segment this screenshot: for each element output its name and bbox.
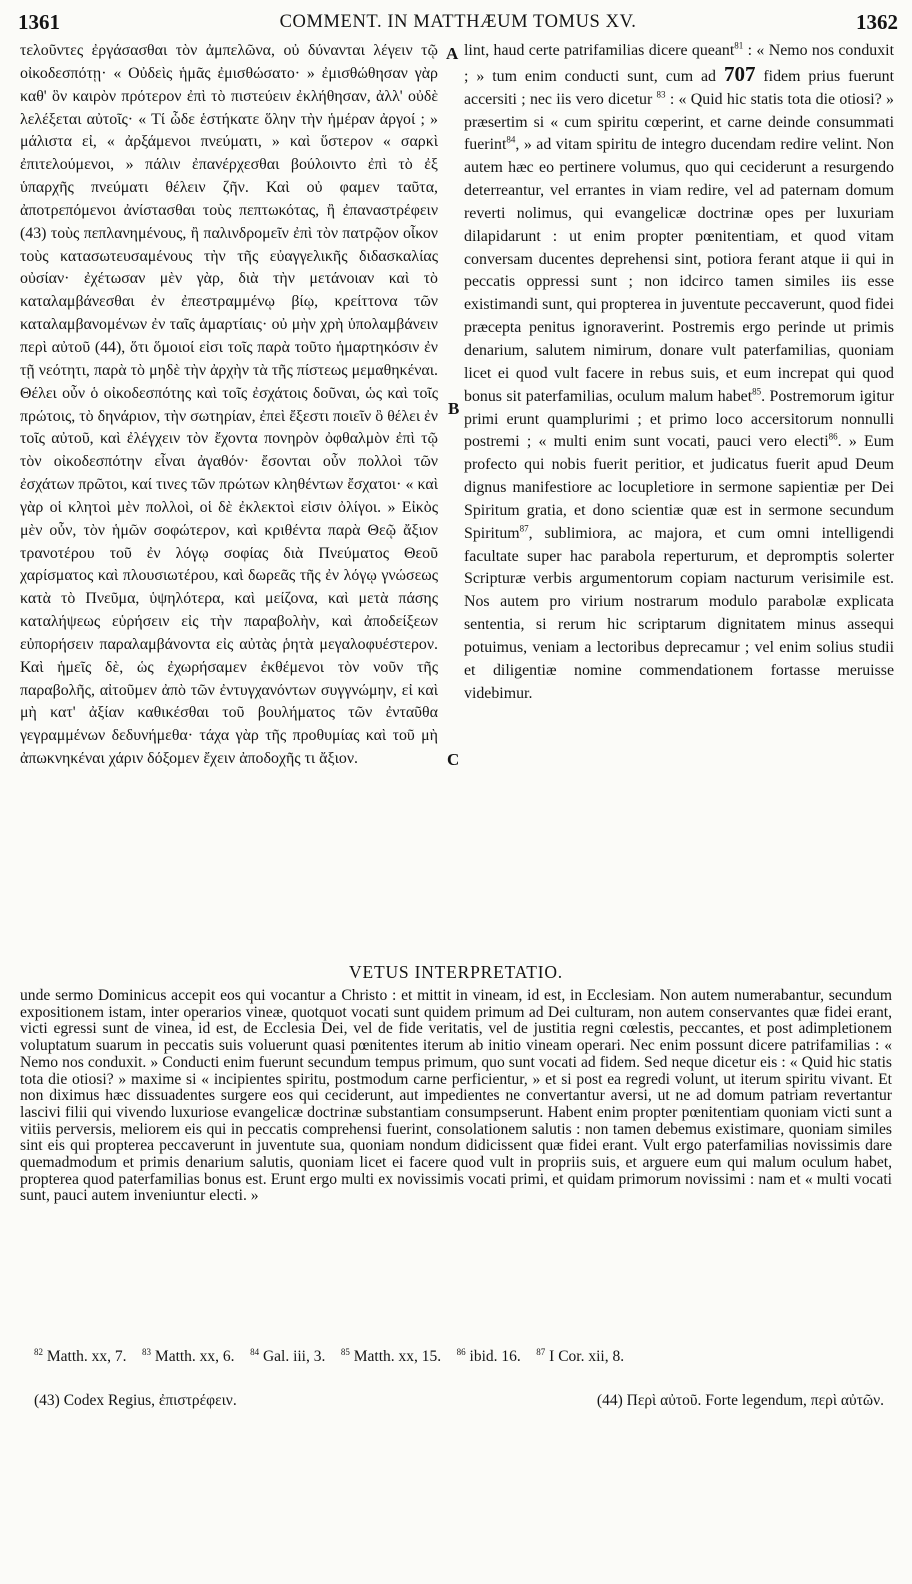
greek-column <box>20 40 438 940</box>
footnote-ref: 81 <box>734 40 744 51</box>
footnote-number: 87 <box>536 1346 546 1357</box>
column-number: 707 <box>723 61 756 86</box>
footnote-number: 82 <box>34 1346 43 1357</box>
latin-text-segment: , » ad vitam spiritu de integro ducendam redire velint. Non autem hæc eo pertinere volumus, quo qui ceciderunt a resurgendo deterreantur, vel errantes in viam redire, vel ad paternam domum reverti nolimus, qui evangelicæ doctrinæ opes per luxuriam dilapidarunt : ut enim propter pœnitentiam, et quod vitam conversam ducentes deprehensi sint, potiora ferant atque ii qui in peccatis oppressi sunt ; non idcirco tamen similes iis esse existimandi sunt, qui propterea in juventute peccaverunt, quod fidei præcepta penitus ignoraverint. Postremis ergo perinde ut primis denarium, salutem nimirum, donare vult paterfamilias, quoniam licet ei quod vult facere in rebus suis, et eum increpat qui quod bonus sit paterfamilias, oculum malum habet <box>464 136 894 405</box>
footnote-number: 84 <box>250 1346 260 1357</box>
footnote-ref: 87 <box>519 523 529 534</box>
footnote-number: 86 <box>456 1346 466 1357</box>
latin-text-segment: fidem prius fuerunt accersiti ; nec iis vero dicetur <box>464 67 894 108</box>
section-heading: VETUS INTERPRETATIO. <box>349 962 563 982</box>
footnote-ref-text: Gal. iii, 3. <box>262 1348 326 1365</box>
greek-text: τελοῦντες ἐργάσασθαι τὸν ἀμπελῶνα, οὐ δύνανται λέγειν τῷ οἰκοδεσπότῃ· « Οὐδεὶς ἡμᾶς ἐμισθώσατο· » ἐμισθώθησαν γὰρ καθ' ὃν καιρὸν πρότερον ἐπὶ τὸ πιστεύειν ἐκλήθησαν, ἀλλ' οὐδὲ λελέξεται αὐτοῖς· « Τί ὧδε ἑστήκατε ὅλην τὴν ἡμέραν ἀργοί ; » μάλιστα εἰ, « ἀρξάμενοι πνεύματι, » καὶ ὕστερον « σαρκὶ ἐπιτελούμενοι, » πάλιν ἐπανέρχεσθαι βούλοιντο ἐπὶ τὸ ἐξ ὑπαρχῆς πνεύματι θέλειν ζῆν. Καὶ οὐ φαμεν ταῦτα, ἀποτρεπόμενοι ἀνίστασθαι τοὺς πεπτωκότας, ἢ ἐπαναστρέφειν (43) τοὺς πεπλανημένους, ἢ παλινδρομεῖν ἐπὶ τὸν πατρῷον οἶκον τοὺς κατασωτευσαμένους τὴν τῆς εὐαγγελικῆς διδασκαλίας οὐσίαν· ἐχέτωσαν μὲν γὰρ, διὰ τὴν μετάνοιαν καὶ τὸ καταλαμβάνεσθαι ἐν ἐπεστραμμένῳ βίῳ, κρείττονα τῶν καταλαμβανομένων ἐν ταῖς ἁμαρτίαις· οὐ μὴν χρὴ ὑπολαμβάνειν περὶ αὐτοῦ (44), ὅτι ὅμοιοί εἰσι τοῖς παρὰ τοῦτο ἡμαρτηκόσιν ἐν τῇ νεότητι, παρὰ τὸ μηδὲ τὴν ἀρχὴν τὰ τῆς πίστεως μεμαθηκέναι. Θέλει οὖν ὁ οἰκοδεσπότης καὶ τοῖς ἐσχάτοις δοῦναι, ὡς καὶ τοῖς πρώτοις, τὸ δηνάριον, τὴν σωτηρίαν, ἐπεὶ ἔξεστι ποιεῖν ὃ θέλει ἐν τοῖς αὐτοῦ, καὶ ἐλέγχειν τὸν ἔχοντα πονηρὸν ὀφθαλμὸν ἐπὶ τῷ τὸν οἰκοδεσπότην εἶναι ἀγαθόν· ἔσονται οὖν πολλοὶ τῶν ἐσχάτων πρῶτοι, καί τινες τῶν πρώτων κληθέντων ἔσχατοι· « καὶ γὰρ οἱ κλητοὶ μὲν πολλοὶ, οἱ δὲ ἐκλεκτοὶ εἰσιν ὀλίγοι. » Εἰκὸς μὲν οὖν, τὸν ἡμῶν σοφώτερον, καὶ κριθέντα παρὰ Θεῷ ἄξιον τρανοτέρου τοῦ ἐν λόγῳ σοφίας διὰ Πνεύματος Θεοῦ χαρίσματος καὶ πλουσιωτέρου, καὶ δωρεᾶς τῆς ἐν λόγῳ γνώσεως κατὰ τὸ Πνεῦμα, ὑψηλότερα, καὶ μείζονα, καὶ μετὰ πάσης καταλήψεως εὑρήσειν εἰς τὴν παραβολὴν, καὶ ἀποδείξεων εὐπορήσειν παραλαμβάνοντα εἰς αὐτὰς ῥητὰ μεγαλοφυέστερον. Καὶ ἡμεῖς δὲ, ὡς ἐχωρήσαμεν ἐκθέμενοι τὸν νοῦν τῆς παραβολῆς, αἰτοῦμεν ἀπὸ τῶν ἐντυγχανόντων συγγνώμην, εἰ καὶ μὴ κατ' ἀξίαν καθικέσθαι τοῦ βουλήματος τῶν ἐνταῦθα γεγραμμένων δεδυνήμεθα· τάχα γὰρ τῆς προθυμίας καὶ τοῦ μὴ ἀπωκνηκέναι χάριν δόξομεν ἔχειν ἀποδοχῆς τι ἄξιον. <box>20 42 438 768</box>
latin-text-segment: lint, haud certe patrifamilias dicere queant <box>464 42 735 59</box>
vetus-paragraph: unde sermo Dominicus accepit eos qui vocantur a Christo : et mittit in vineam, id est, in Ecclesiam. Non autem numerabantur, secundum expositionem istam, inter operarios vineæ, quotquot vocati sunt quidem primum ad Dei culturam, non autem conservantes quæ fidei erant, victi egressi sunt de vinea, id est, de Ecclesia Dei, vel de fide veritatis, vel de justitia regni cœlestis, peccantes, et post adimpletionem voluptatum suarum in peccatis suis voluerunt quasi pœnitentes iterum ab initio vineam operari. Nec enim possunt dicere patrifamilias : « Nemo nos conduxit. » Conducti enim fuerunt secundum tempus primum, quo sunt vocati ad fidem. Sed neque dicetur eis : « Quid hic statis tota die otiosi? » maxime si « incipientes spiritu, postmodum carne perficientur, » et si post ea regredi volunt, ut iterum spiritu vivant. Et non diximus hæc dissuadentes surgere eos qui ceciderunt, aut impedientes ne convertantur aversi, ut ne ad domum patriam revertantur lascivi filii qui vivendo luxuriose evangelicæ doctrinæ substantiam consumpserunt. Habent enim propter pœnitentiam quoniam victi sunt a vitiis perversis, meliorem eis qui in peccatis comprehensi fuerint, consolationem salutis : non tamen debemus existimare, quoniam similes sint eis qui propterea peccaverunt in juventute sua, quoniam nondum didicissent quæ fidei erant. Vult ergo paterfamilias novissimis dare quemadmodum et primis denarium salutis, quoniam licet ei facere quod vult in propriis suis, et arguere eum qui malum oculum habet, propterea quod paterfamilias bonus est. Erunt ergo multi ex novissimis vocati primi, et quidam primorum novissimi : nam et « multi vocati sunt, pauci autem inveniuntur electi. » <box>20 987 892 1205</box>
footnote-ref: 83 <box>656 89 666 100</box>
editorial-notes <box>34 1392 884 1418</box>
margin-marker-a: A <box>446 44 459 63</box>
footnotes <box>34 1348 894 1366</box>
vetus-interpretatio-text <box>20 988 892 1328</box>
running-title: COMMENT. IN MATTHÆUM TOMUS XV. <box>279 12 637 32</box>
footnote-number: 85 <box>340 1346 350 1357</box>
page-number-right: 1362 <box>856 10 898 34</box>
latin-text-segment: , sublimiora, ac majora, et cum omni intelligendi facultate super hac parabola reperturum, et depromptis solerter Scripturæ verbis argumentorum copiam nacturum verisimile est. Nos autem pro virium nostrarum modulo parabolæ explicata sententia, si rerum hic scriptarum dignitatem minus assequi potuimus, veniam a lectoribus deprecamur ; vel enim solius studii et diligentiæ nomine commendationem fortasse meruisse videbimur. <box>464 524 894 702</box>
latin-text-segment: . » Eum profecto qui nobis fuerit peritior, et judicatus fuerit apud Deum dignus manifestiore ac locupletiore in sermone sapientiæ per Dei Spiritum gratia, et dono scientiæ quæ est in sermone secundum Spiritum <box>464 433 894 542</box>
note-44: (44) Περὶ αὐτοῦ. Forte legendum, περὶ αὐτῶν. <box>596 1392 884 1409</box>
margin-marker-b: B <box>448 399 460 418</box>
latin-column <box>464 40 894 940</box>
footnote-ref-text: Matth. xx, 15. <box>353 1348 442 1365</box>
running-header <box>18 10 898 36</box>
latin-text-segment: : « Nemo nos conduxit ; » tum enim conducti sunt, cum ad <box>464 42 894 85</box>
footnote-ref-text: ibid. 16. <box>469 1348 521 1365</box>
footnote-ref-text: Matth. xx, 7. <box>46 1348 127 1365</box>
page-number-left: 1361 <box>18 10 60 34</box>
margin-marker-c: C <box>447 750 460 769</box>
latin-text <box>464 40 894 705</box>
note-43: (43) Codex Regius, ἐπιστρέφειν. <box>34 1392 237 1409</box>
footnote-ref-text: I Cor. xii, 8. <box>549 1348 625 1365</box>
latin-text-segment: : « Quid hic statis tota die otiosi? » præsertim si « cum spiritu cœperint, et carne deinde consummati fuerint <box>464 90 894 154</box>
footnote-ref: 84 <box>506 135 516 146</box>
footnote-number: 83 <box>142 1346 152 1357</box>
latin-text-segment: . Postremorum igitur primi erunt quamplurimi ; et primo loco accersitorum nonnulli postremi ; « multi enim sunt vocati, pauci vero electi <box>464 387 894 451</box>
footnote-ref: 85 <box>752 386 762 397</box>
footnote-ref-text: Matth. xx, 6. <box>154 1348 235 1365</box>
footnote-ref: 86 <box>828 432 838 443</box>
